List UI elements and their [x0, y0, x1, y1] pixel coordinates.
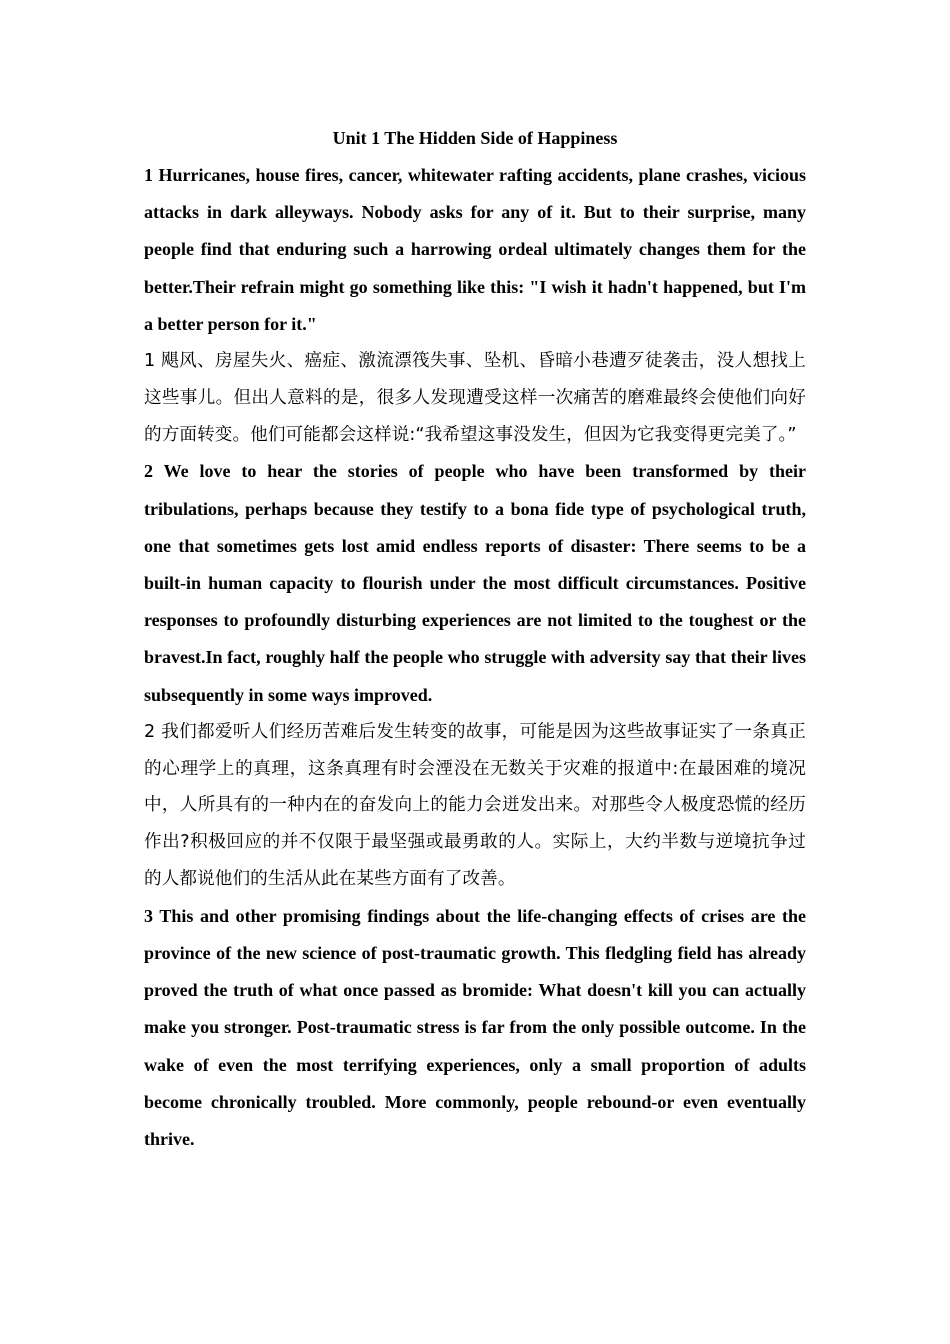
- paragraph-2-english: 2 We love to hear the stories of people who have been transformed by their tribulations, perhaps because they testify to a bona fide type of psychological truth, one that sometimes gets lost amid endless reports of disaster: There seems to be a built-in human capacity to flourish under the most difficult circumstances. Positive responses to profoundly disturbing experiences are not limited to the toughest or the bravest.In fact, roughly half the people who struggle with adversity say that their lives subsequently in some ways improved.: [144, 461, 806, 705]
- paragraph-1-english: 1 Hurricanes, house fires, cancer, whitewater rafting accidents, plane crashes, vicious attacks in dark alleyways. Nobody asks for any of it. But to their surprise, many people find that enduring such a harrowing ordeal ultimately changes them for the better.Their refrain might go something like this: "I wish it hadn't happened, but I'm a better person for it.": [144, 165, 806, 334]
- paragraph-2-chinese: 2 我们都爱听人们经历苦难后发生转变的故事，可能是因为这些故事证实了一条真正的心理学上的真理，这条真理有时会湮没在无数关于灾难的报道中:在最困难的境况中，人所具有的一种内在的奋发向上的能力会迸发出来。对那些令人极度恐慌的经历作出?积极回应的并不仅限于最坚强或最勇敢的人。实际上，大约半数与逆境抗争过的人都说他们的生活从此在某些方面有了改善。: [144, 721, 806, 890]
- document-body: [144, 120, 806, 1158]
- paragraph-1-chinese: 1 飓风、房屋失火、癌症、激流漂筏失事、坠机、昏暗小巷遭歹徒袭击，没人想找上这些事儿。但出人意料的是，很多人发现遭受这样一次痛苦的磨难最终会使他们向好的方面转变。他们可能都会这样说:“我希望这事没发生，但因为它我变得更完美了。”: [144, 351, 806, 445]
- document-title: Unit 1 The Hidden Side of Happiness: [332, 128, 618, 148]
- paragraph-3-english: 3 This and other promising findings about the life-changing effects of crises are the province of the new science of post-traumatic growth. This fledgling field has already proved the truth of what once passed as bromide: What doesn't kill you can actually make you stronger. Post-traumatic stress is far from the only possible outcome. In the wake of even the most terrifying experiences, only a small proportion of adults become chronically troubled. More commonly, people rebound-or even eventually thrive.: [144, 905, 806, 1150]
